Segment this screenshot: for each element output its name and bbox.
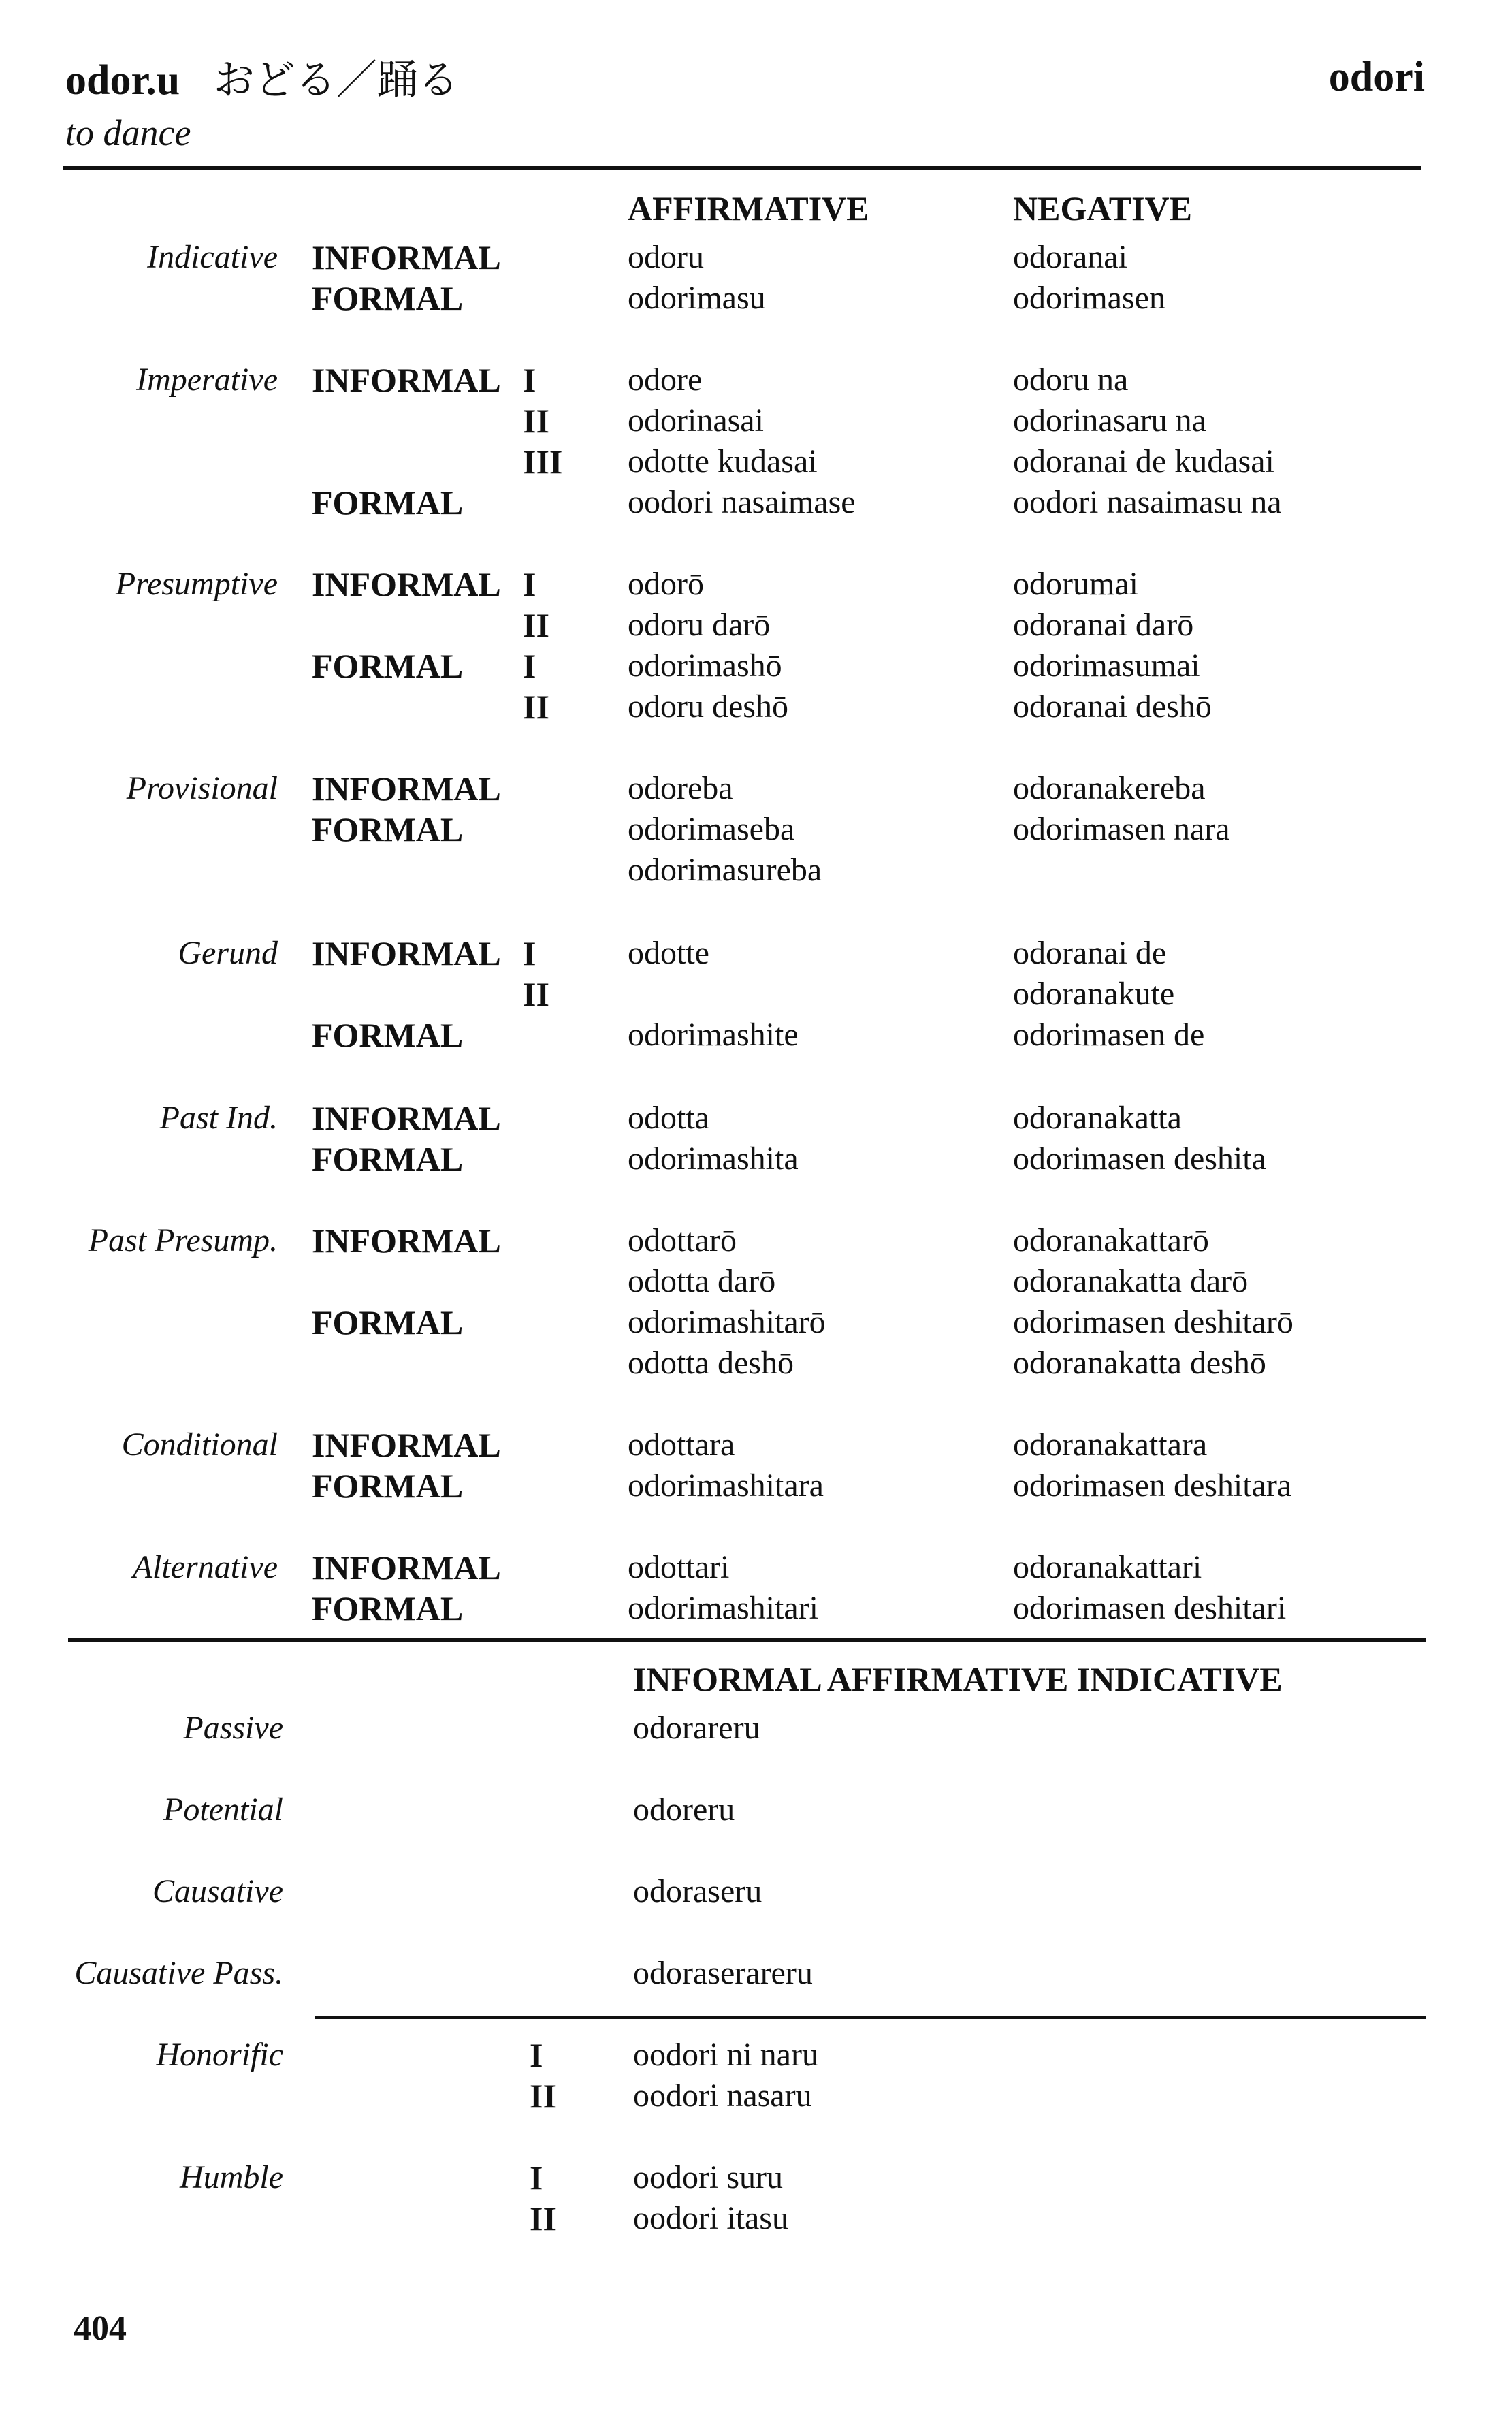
- politeness-level: FORMAL: [312, 1140, 464, 1178]
- politeness-level: FORMAL: [312, 1589, 464, 1627]
- header-rule: [63, 166, 1421, 170]
- conjugation-label: Alternative: [132, 1549, 278, 1585]
- verb-gloss: to dance: [65, 112, 191, 153]
- negative-form: odorumai: [1013, 566, 1138, 602]
- affirmative-form: odorimasu: [628, 280, 766, 316]
- negative-form: odorimasumai: [1013, 648, 1200, 684]
- politeness-level: INFORMAL: [312, 1222, 501, 1260]
- verb-root: odori: [1328, 54, 1425, 100]
- affirmative-form: odottara: [628, 1427, 735, 1463]
- derived-form: odoraserareru: [633, 1955, 813, 1991]
- conjugation-label: Past Ind.: [159, 1100, 278, 1136]
- politeness-level: FORMAL: [312, 483, 464, 522]
- negative-form: oodori nasaimasu na: [1013, 484, 1282, 520]
- affirmative-form: odotte kudasai: [628, 443, 818, 479]
- honorific-form: oodori itasu: [633, 2200, 788, 2236]
- politeness-level: INFORMAL: [312, 238, 501, 276]
- politeness-level: FORMAL: [312, 1016, 464, 1054]
- section-rule: [68, 1638, 1426, 1642]
- affirmative-form: oodori nasaimase: [628, 484, 856, 520]
- affirmative-form: odoreba: [628, 770, 733, 806]
- affirmative-form: odoru: [628, 239, 704, 275]
- conjugation-label: Past Presump.: [88, 1222, 278, 1258]
- derived-form: odoraseru: [633, 1873, 762, 1909]
- negative-form: odoranakatta deshō: [1013, 1345, 1266, 1381]
- negative-form: odoranakatta: [1013, 1100, 1182, 1136]
- negative-form: odoru na: [1013, 362, 1129, 398]
- negative-form: odoranai: [1013, 239, 1127, 275]
- conjugation-label: Presumptive: [115, 566, 278, 602]
- politeness-level: INFORMAL: [312, 1548, 501, 1587]
- negative-form: odoranakatta darō: [1013, 1263, 1249, 1299]
- negative-form: odoranai darō: [1013, 607, 1194, 643]
- derived-form: odorareru: [633, 1710, 760, 1746]
- negative-form: odoranakute: [1013, 976, 1175, 1012]
- politeness-level: FORMAL: [312, 1303, 464, 1341]
- honorific-label: Honorific: [156, 2037, 283, 2073]
- politeness-level: INFORMAL: [312, 1426, 501, 1464]
- affirmative-form: odoru darō: [628, 607, 771, 643]
- affirmative-form: odorimashitari: [628, 1590, 818, 1626]
- politeness-level: FORMAL: [312, 1467, 464, 1505]
- affirmative-form: odorimashite: [628, 1017, 799, 1053]
- negative-form: odoranakattari: [1013, 1549, 1202, 1585]
- politeness-level: FORMAL: [312, 810, 464, 848]
- politeness-level: FORMAL: [312, 647, 464, 685]
- negative-form: odorimasen deshitari: [1013, 1590, 1287, 1626]
- conjugation-label: Imperative: [136, 362, 278, 398]
- form-variant-number: II: [530, 2199, 556, 2238]
- form-variant-number: I: [523, 361, 536, 399]
- negative-form: odoranai de: [1013, 935, 1167, 971]
- honorific-form: oodori suru: [633, 2159, 783, 2195]
- politeness-level: INFORMAL: [312, 1099, 501, 1137]
- affirmative-form: odottarō: [628, 1222, 737, 1258]
- affirmative-column-heading: AFFIRMATIVE: [628, 189, 869, 227]
- form-variant-number: I: [523, 647, 536, 685]
- negative-form: odorimasen nara: [1013, 811, 1230, 847]
- honorific-form: oodori nasaru: [633, 2078, 812, 2114]
- form-variant-number: II: [530, 2077, 556, 2115]
- affirmative-form: odotta deshō: [628, 1345, 794, 1381]
- conjugation-label: Provisional: [126, 770, 278, 806]
- derived-label: Causative Pass.: [74, 1955, 283, 1991]
- form-variant-number: II: [523, 606, 549, 644]
- honorific-form: oodori ni naru: [633, 2037, 818, 2073]
- negative-form: odorimasen deshitara: [1013, 1467, 1292, 1504]
- form-variant-number: I: [530, 2036, 543, 2074]
- politeness-level: INFORMAL: [312, 565, 501, 603]
- conjugation-label: Gerund: [178, 935, 278, 971]
- derived-label: Passive: [183, 1710, 283, 1746]
- conjugation-label: Indicative: [147, 239, 278, 275]
- conjugation-label: Conditional: [121, 1427, 278, 1463]
- negative-form: odorimasen deshitarō: [1013, 1304, 1293, 1340]
- negative-form: odorimasen de: [1013, 1017, 1205, 1053]
- politeness-level: FORMAL: [312, 279, 464, 317]
- derived-label: Causative: [152, 1873, 283, 1909]
- verb-romaji: odor.u: [65, 57, 180, 104]
- derived-form: odoreru: [633, 1792, 735, 1828]
- politeness-level: INFORMAL: [312, 769, 501, 808]
- negative-form: odoranakattara: [1013, 1427, 1208, 1463]
- affirmative-form: odorō: [628, 566, 704, 602]
- verb-heading: [65, 48, 459, 106]
- form-variant-number: II: [523, 688, 549, 726]
- politeness-level: INFORMAL: [312, 934, 501, 972]
- page-number: 404: [74, 2309, 127, 2348]
- affirmative-form: odorimashitara: [628, 1467, 824, 1504]
- politeness-level: INFORMAL: [312, 361, 501, 399]
- negative-form: odorinasaru na: [1013, 402, 1206, 439]
- derived-label: Potential: [163, 1792, 283, 1828]
- affirmative-form: odottari: [628, 1549, 730, 1585]
- form-variant-number: II: [523, 402, 549, 440]
- negative-form: odoranai deshō: [1013, 688, 1212, 725]
- negative-form: odorimasen deshita: [1013, 1141, 1266, 1177]
- affirmative-form: odorimashō: [628, 648, 782, 684]
- affirmative-form: odorimashitarō: [628, 1304, 826, 1340]
- negative-form: odorimasen: [1013, 280, 1165, 316]
- form-variant-number: III: [523, 443, 563, 481]
- form-variant-number: I: [530, 2159, 543, 2197]
- form-variant-number: I: [523, 565, 536, 603]
- affirmative-form: odotte: [628, 935, 709, 971]
- affirmative-form: odorinasai: [628, 402, 764, 439]
- honorific-label: Humble: [180, 2159, 283, 2195]
- affirmative-form: odorimashita: [628, 1141, 799, 1177]
- affirmative-form: odotta darō: [628, 1263, 776, 1299]
- honorific-rule: [315, 2016, 1426, 2019]
- negative-form: odoranai de kudasai: [1013, 443, 1274, 479]
- affirmative-form: odoru deshō: [628, 688, 788, 725]
- negative-column-heading: NEGATIVE: [1013, 189, 1193, 227]
- affirmative-form: odore: [628, 362, 703, 398]
- negative-form: odoranakereba: [1013, 770, 1206, 806]
- affirmative-form: odorimasureba: [628, 852, 822, 888]
- form-variant-number: I: [523, 934, 536, 972]
- verb-japanese: おどる／踊る: [213, 57, 459, 104]
- negative-form: odoranakattarō: [1013, 1222, 1209, 1258]
- affirmative-form: odorimaseba: [628, 811, 795, 847]
- derived-heading: INFORMAL AFFIRMATIVE INDICATIVE: [633, 1660, 1283, 1698]
- affirmative-form: odotta: [628, 1100, 709, 1136]
- form-variant-number: II: [523, 975, 549, 1013]
